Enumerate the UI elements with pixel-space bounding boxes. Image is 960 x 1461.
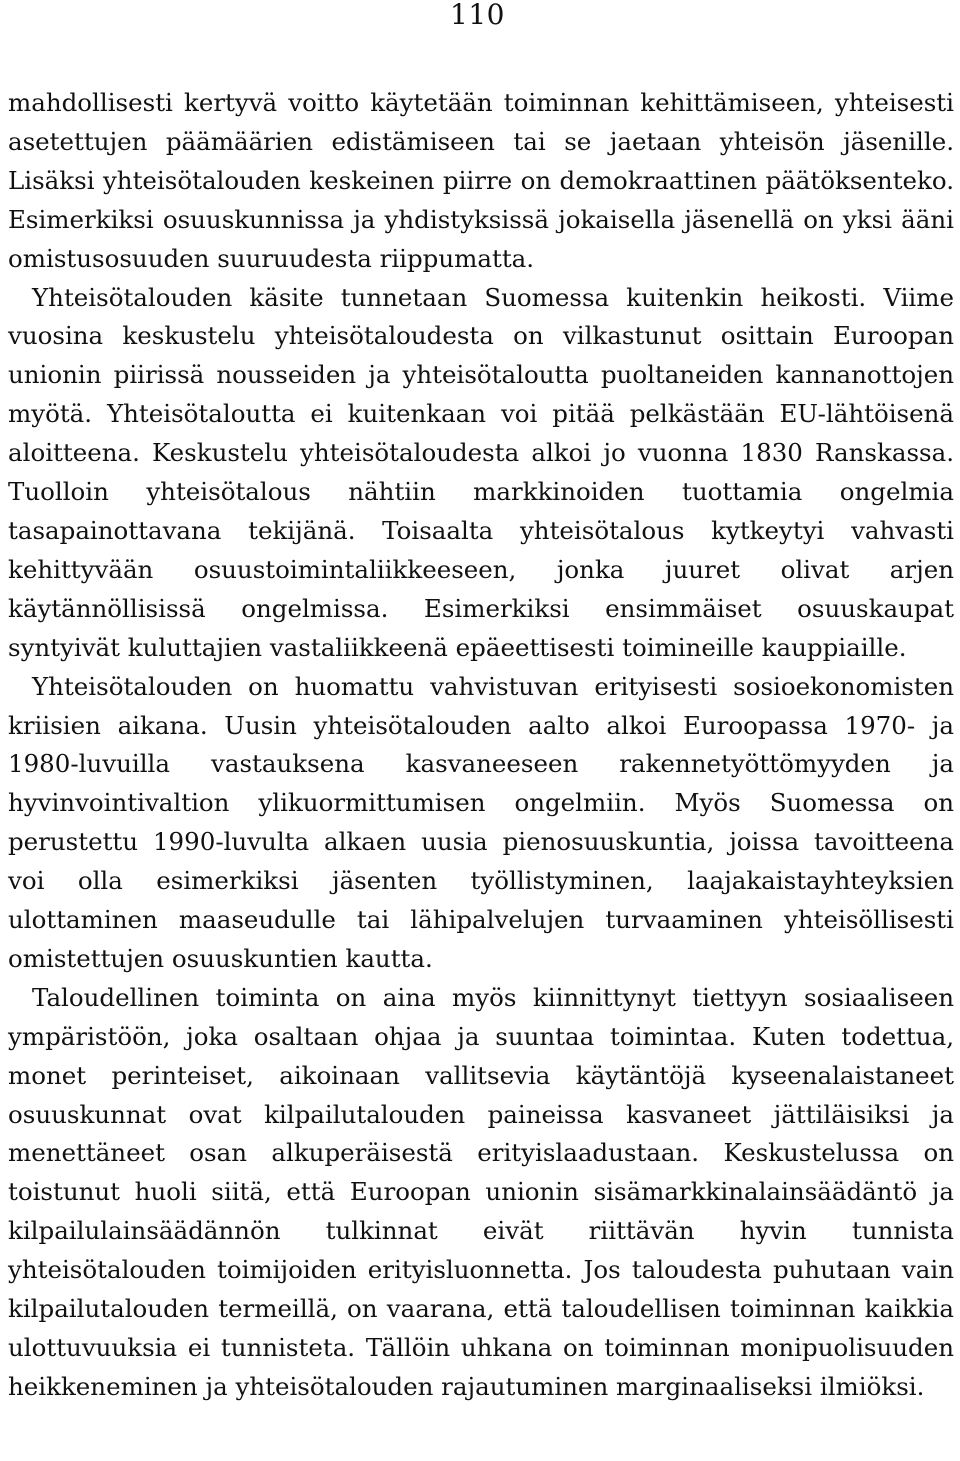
paragraph-economic-activity-social-context: Taloudellinen toiminta on aina myös kiinnittynyt tiettyyn sosiaaliseen ympäristöön, joka osaltaan ohjaa ja suuntaa toimintaa. Kuten todettua, monet perinteiset, aikoinaan vallitsevia käytäntöjä kyseenalaistaneet osuuskunnat ovat kilpailutalouden paineissa kasvaneet jättiläisiksi ja menettäneet osan alkuperäisestä erityislaadustaan. Keskustelussa on toistunut huoli siitä, että Euroopan unionin sisämarkkinalainsäädäntö ja kilpailulainsäädännön tulkinnat eivät riittävän hyvin tunnista yhteisötalouden toimijoiden erityisluonnetta. Jos taloudesta puhutaan vain kilpailutalouden termeillä, on vaarana, että taloudellisen toiminnan kaikkia ulottuvuuksia ei tunnisteta. Tällöin uhkana on toiminnan monipuolisuuden heikkeneminen ja yhteisötalouden rajautuminen marginaaliseksi ilmiöksi. [8, 982, 954, 1401]
page-number: 110 [450, 0, 505, 31]
paragraph-social-economy-awareness: Yhteisötalouden käsite tunnetaan Suomessa kuitenkin heikosti. Viime vuosina keskustelu yhteisötaloudesta on vilkastunut osittain Euroopan unionin piirissä nousseiden ja yhteisötaloutta puoltaneiden kannanottojen myötä. Yhteisötaloutta ei kuitenkaan voi pitää pelkästään EU-lähtöisenä aloitteena. Keskustelu yhteisötaloudesta alkoi jo vuonna 1830 Ranskassa. Tuolloin yhteisötalous nähtiin markkinoiden tuottamia ongelmia tasapainottavana tekijänä. Toisaalta yhteisötalous kytkeytyi vahvasti kehittyvään osuustoimintaliikkeeseen, jonka juuret olivat arjen käytännöllisissä ongelmissa. Esimerkiksi ensimmäiset osuuskaupat syntyivät kuluttajien vastaliikkeenä epäeettisesti toimineille kauppiaille. [8, 282, 954, 662]
document-body [8, 84, 954, 1407]
paragraph-continuation: mahdollisesti kertyvä voitto käytetään toiminnan kehittämiseen, yhteisesti asetettujen päämäärien edistämiseen tai se jaetaan yhteisön jäsenille. Lisäksi yhteisötalouden keskeinen piirre on demokraattinen päätöksenteko. Esimerkiksi osuuskunnissa ja yhdistyksissä jokaisella jäsenellä on yksi ääni omistusosuuden suuruudesta riippumatta. [8, 88, 954, 273]
paragraph-social-economy-crises: Yhteisötalouden on huomattu vahvistuvan erityisesti sosioekonomisten kriisien aikana. Uusin yhteisötalouden aalto alkoi Euroopassa 1970- ja 1980-luvuilla vastauksena kasvaneeseen rakennetyöttömyyden ja hyvinvointivaltion ylikuormittumisen ongelmiin. Myös Suomessa on perustettu 1990-luvulta alkaen uusia pienosuuskuntia, joissa tavoitteena voi olla esimerkiksi jäsenten työllistyminen, laajakaistayhteyksien ulottaminen maaseudulle tai lähipalvelujen turvaaminen yhteisöllisesti omistettujen osuuskuntien kautta. [8, 671, 954, 973]
